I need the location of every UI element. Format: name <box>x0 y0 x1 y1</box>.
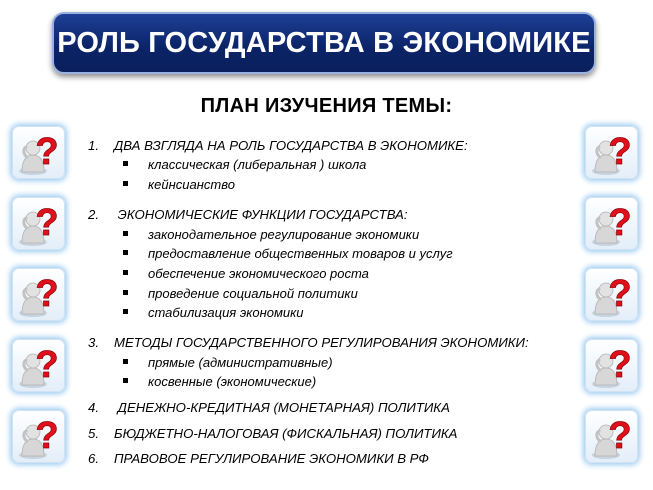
question-person-icon <box>585 126 638 179</box>
question-person-icon <box>12 126 65 179</box>
svg-text:?: ? <box>608 273 632 315</box>
plan-subitem <box>123 305 304 321</box>
bullet <box>123 309 128 314</box>
bullet <box>123 250 128 255</box>
plan-subitem <box>123 177 235 193</box>
bullet <box>123 161 128 166</box>
plan-item-number: 6. <box>88 451 99 466</box>
plan-subitem-text: прямые (административные) <box>148 355 333 370</box>
plan-subitem-text: обеспечение экономического роста <box>148 266 369 281</box>
svg-text:?: ? <box>35 131 59 173</box>
bullet <box>123 359 128 364</box>
bullet <box>123 290 128 295</box>
svg-text:?: ? <box>608 131 632 173</box>
bullet <box>123 378 128 383</box>
plan-subitem-text: кейнсианство <box>148 177 235 192</box>
plan-subitem <box>123 374 316 390</box>
question-person-icon <box>12 410 65 463</box>
svg-text:?: ? <box>35 344 59 386</box>
bullet <box>123 231 128 236</box>
plan-item-text: БЮДЖЕТНО-НАЛОГОВАЯ (ФИСКАЛЬНАЯ) ПОЛИТИКА <box>114 426 458 441</box>
question-person-icon <box>12 197 65 250</box>
svg-text:?: ? <box>608 415 632 457</box>
plan-item-text: ПРАВОВОЕ РЕГУЛИРОВАНИЕ ЭКОНОМИКИ В РФ <box>114 451 429 466</box>
plan-subitem-text: стабилизация экономики <box>148 305 304 320</box>
plan-item-number: 5. <box>88 426 99 441</box>
plan-item-1 <box>88 138 468 154</box>
svg-text:?: ? <box>35 415 59 457</box>
plan-item-number: 3. <box>88 335 99 350</box>
plan-item-number: 2. <box>88 207 99 222</box>
plan-subitem <box>123 157 366 173</box>
plan-item-3 <box>88 335 529 351</box>
question-person-icon <box>12 268 65 321</box>
plan-item-6 <box>88 451 429 467</box>
plan-item-4 <box>88 400 450 416</box>
plan-subitem-text: проведение социальной политики <box>148 286 358 301</box>
bullet <box>123 181 128 186</box>
plan-item-text: МЕТОДЫ ГОСУДАРСТВЕННОГО РЕГУЛИРОВАНИЯ ЭКОНОМИКИ: <box>114 335 529 350</box>
plan-item-5 <box>88 426 457 442</box>
bullet <box>123 270 128 275</box>
question-person-icon <box>585 339 638 392</box>
plan-item-2 <box>88 207 408 223</box>
plan-subitem <box>123 227 419 243</box>
plan-subitem-text: классическая (либеральная ) школа <box>148 157 367 172</box>
plan-item-text: ДЕНЕЖНО-КРЕДИТНАЯ (МОНЕТАРНАЯ) ПОЛИТИКА <box>114 400 450 415</box>
plan-subitem <box>123 355 333 371</box>
plan-item-text: ДВА ВЗГЛЯДА НА РОЛЬ ГОСУДАРСТВА В ЭКОНОМИКЕ: <box>114 138 468 153</box>
question-person-icon <box>585 197 638 250</box>
plan-subitem <box>123 246 453 262</box>
plan-subitem-text: косвенные (экономические) <box>148 374 317 389</box>
svg-text:?: ? <box>608 202 632 244</box>
left-icon-column <box>12 126 65 481</box>
right-icon-column <box>585 126 638 481</box>
slide-title: РОЛЬ ГОСУДАРСТВА В ЭКОНОМИКЕ <box>57 26 591 59</box>
plan-subitem <box>123 266 369 282</box>
plan-item-text: ЭКОНОМИЧЕСКИЕ ФУНКЦИИ ГОСУДАРСТВА: <box>114 207 408 222</box>
svg-text:?: ? <box>35 202 59 244</box>
plan-subitem-text: законодательное регулирование экономики <box>148 227 420 242</box>
plan-subitem-text: предоставление общественных товаров и услуг <box>148 246 453 261</box>
svg-text:?: ? <box>608 344 632 386</box>
plan-item-number: 1. <box>88 138 99 153</box>
plan-subitem <box>123 286 358 302</box>
plan-item-number: 4. <box>88 400 99 415</box>
question-person-icon <box>585 268 638 321</box>
question-person-icon <box>585 410 638 463</box>
title-banner <box>52 12 596 74</box>
svg-text:?: ? <box>35 273 59 315</box>
question-person-icon <box>12 339 65 392</box>
plan-heading: ПЛАН ИЗУЧЕНИЯ ТЕМЫ: <box>200 95 453 117</box>
